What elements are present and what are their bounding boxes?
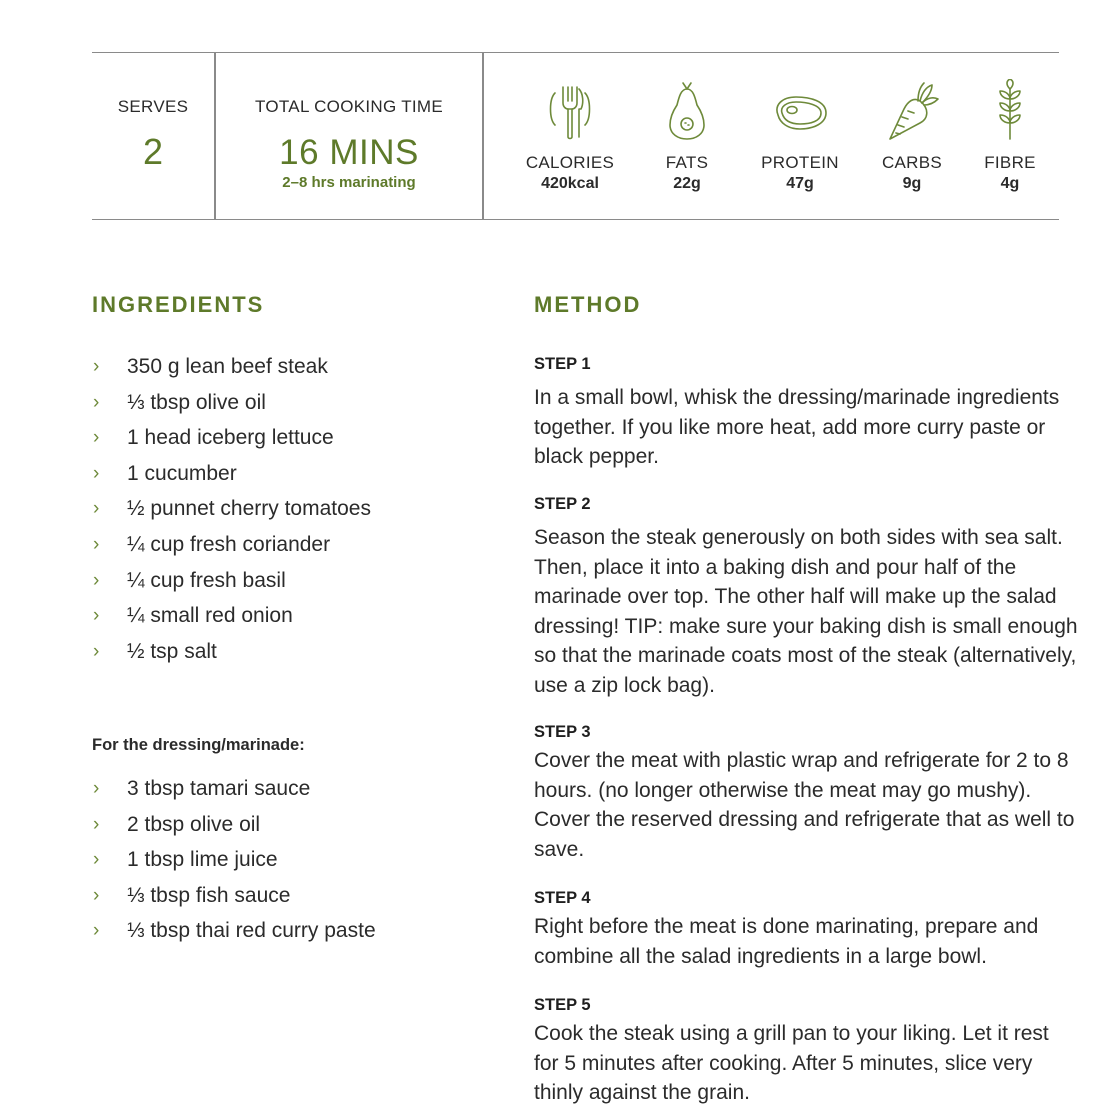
dressing-heading: For the dressing/marinade: <box>92 736 305 754</box>
step-3 <box>534 721 1079 864</box>
cooking-time-value: 16 MINS <box>279 133 419 172</box>
chevron-right-icon: › <box>93 356 100 377</box>
cooking-time-cell <box>215 53 483 219</box>
list-item <box>92 530 371 566</box>
method-heading: METHOD <box>534 292 642 317</box>
step-2 <box>534 493 1079 700</box>
step-body: Cook the steak using a grill pan to your liking. Let it rest for 5 minutes after cooking. After 5 minutes, slice very thinly against the grain. <box>534 1022 1049 1104</box>
list-item <box>92 601 371 637</box>
step-body: Right before the meat is done marinating, prepare and combine all the salad ingredients in a large bowl. <box>534 915 1039 968</box>
list-item <box>92 459 371 495</box>
nutrition-label: CARBS <box>881 153 943 172</box>
marinating-note: 2–8 hrs marinating <box>282 174 416 191</box>
list-item <box>92 810 376 846</box>
nutrition-value: 47g <box>786 175 814 192</box>
list-item <box>92 774 376 810</box>
ingredient-text: ⅓ tbsp olive oil <box>127 390 266 414</box>
ingredient-text: 1 cucumber <box>127 461 237 485</box>
list-item <box>92 845 376 881</box>
serves-label: SERVES <box>117 97 189 116</box>
nutrition-value: 4g <box>1000 175 1020 192</box>
ingredient-text: 1 head iceberg lettuce <box>127 426 334 450</box>
chevron-right-icon: › <box>93 498 100 520</box>
nutrition-label: FIBRE <box>984 153 1036 172</box>
list-item <box>92 423 371 459</box>
nutrition-value: 22g <box>673 175 701 192</box>
ingredient-text: 1 tbsp lime juice <box>127 848 278 872</box>
step-title: STEP 5 <box>534 996 591 1014</box>
ingredient-text: ⅓ tbsp thai red curry paste <box>127 919 376 943</box>
step-title: STEP 4 <box>534 889 591 907</box>
nutrition-value: 420kcal <box>541 175 599 192</box>
list-item <box>92 494 371 530</box>
ingredients-list <box>92 352 371 672</box>
ingredient-text: 2 tbsp olive oil <box>127 812 261 836</box>
step-1 <box>534 353 1079 472</box>
nutrition-value: 9g <box>902 175 922 192</box>
ingredients-heading: INGREDIENTS <box>92 292 265 317</box>
serves-cell <box>92 53 214 219</box>
ingredient-text: ½ punnet cherry tomatoes <box>127 497 371 521</box>
step-title: STEP 1 <box>534 355 591 373</box>
ingredient-text: 3 tbsp tamari sauce <box>127 777 311 800</box>
list-item <box>92 388 371 424</box>
method-steps <box>534 0 1079 1120</box>
chevron-right-icon: › <box>93 427 100 449</box>
serves-value: 2 <box>142 131 164 172</box>
chevron-right-icon: › <box>93 849 100 871</box>
chevron-right-icon: › <box>93 920 100 942</box>
chevron-right-icon: › <box>93 605 100 627</box>
ingredient-text: 350 g lean beef steak <box>127 355 328 378</box>
nutrition-label: FATS <box>665 153 709 172</box>
step-body: In a small bowl, whisk the dressing/marinade ingredients together. If you like more heat, add more curry paste or black pepper. <box>534 386 1060 468</box>
ingredient-text: ⅓ tbsp fish sauce <box>127 883 291 907</box>
chevron-right-icon: › <box>93 884 100 906</box>
ingredient-text: ¼ small red onion <box>127 604 293 628</box>
list-item <box>92 352 371 388</box>
ingredient-text: ½ tsp salt <box>127 639 217 663</box>
nutrition-label: PROTEIN <box>761 153 839 172</box>
step-body: Cover the meat with plastic wrap and refrigerate for 2 to 8 hours. (no longer otherwise the meat may go mushy). Cover the reserved dressing and refrigerate that as well to save. <box>534 749 1075 861</box>
chevron-right-icon: › <box>93 533 100 555</box>
list-item <box>92 566 371 602</box>
step-5 <box>534 994 1079 1108</box>
cooking-time-label: TOTAL COOKING TIME <box>254 97 444 116</box>
chevron-right-icon: › <box>93 391 100 413</box>
list-item <box>92 916 376 952</box>
list-item <box>92 881 376 917</box>
divider <box>482 53 484 219</box>
chevron-right-icon: › <box>93 640 100 662</box>
step-4 <box>534 887 1079 971</box>
chevron-right-icon: › <box>93 462 100 484</box>
list-item <box>92 637 371 673</box>
nutrition-label: CALORIES <box>525 153 615 172</box>
chevron-right-icon: › <box>93 569 100 591</box>
chevron-right-icon: › <box>93 778 100 799</box>
ingredient-text: ¼ cup fresh basil <box>127 568 286 592</box>
dressing-list <box>92 774 376 952</box>
step-title: STEP 2 <box>534 495 591 513</box>
step-body: Season the steak generously on both sides with sea salt. Then, place it into a baking dish and pour half of the marinade over top. The other half will make up the salad dressing! TIP: make sure your baking dish is small enough so that the marinade coats most of the steak (alternatively, use a zip lock bag). <box>534 526 1078 697</box>
step-title: STEP 3 <box>534 723 591 741</box>
chevron-right-icon: › <box>93 813 100 835</box>
ingredient-text: ¼ cup fresh coriander <box>127 532 331 556</box>
